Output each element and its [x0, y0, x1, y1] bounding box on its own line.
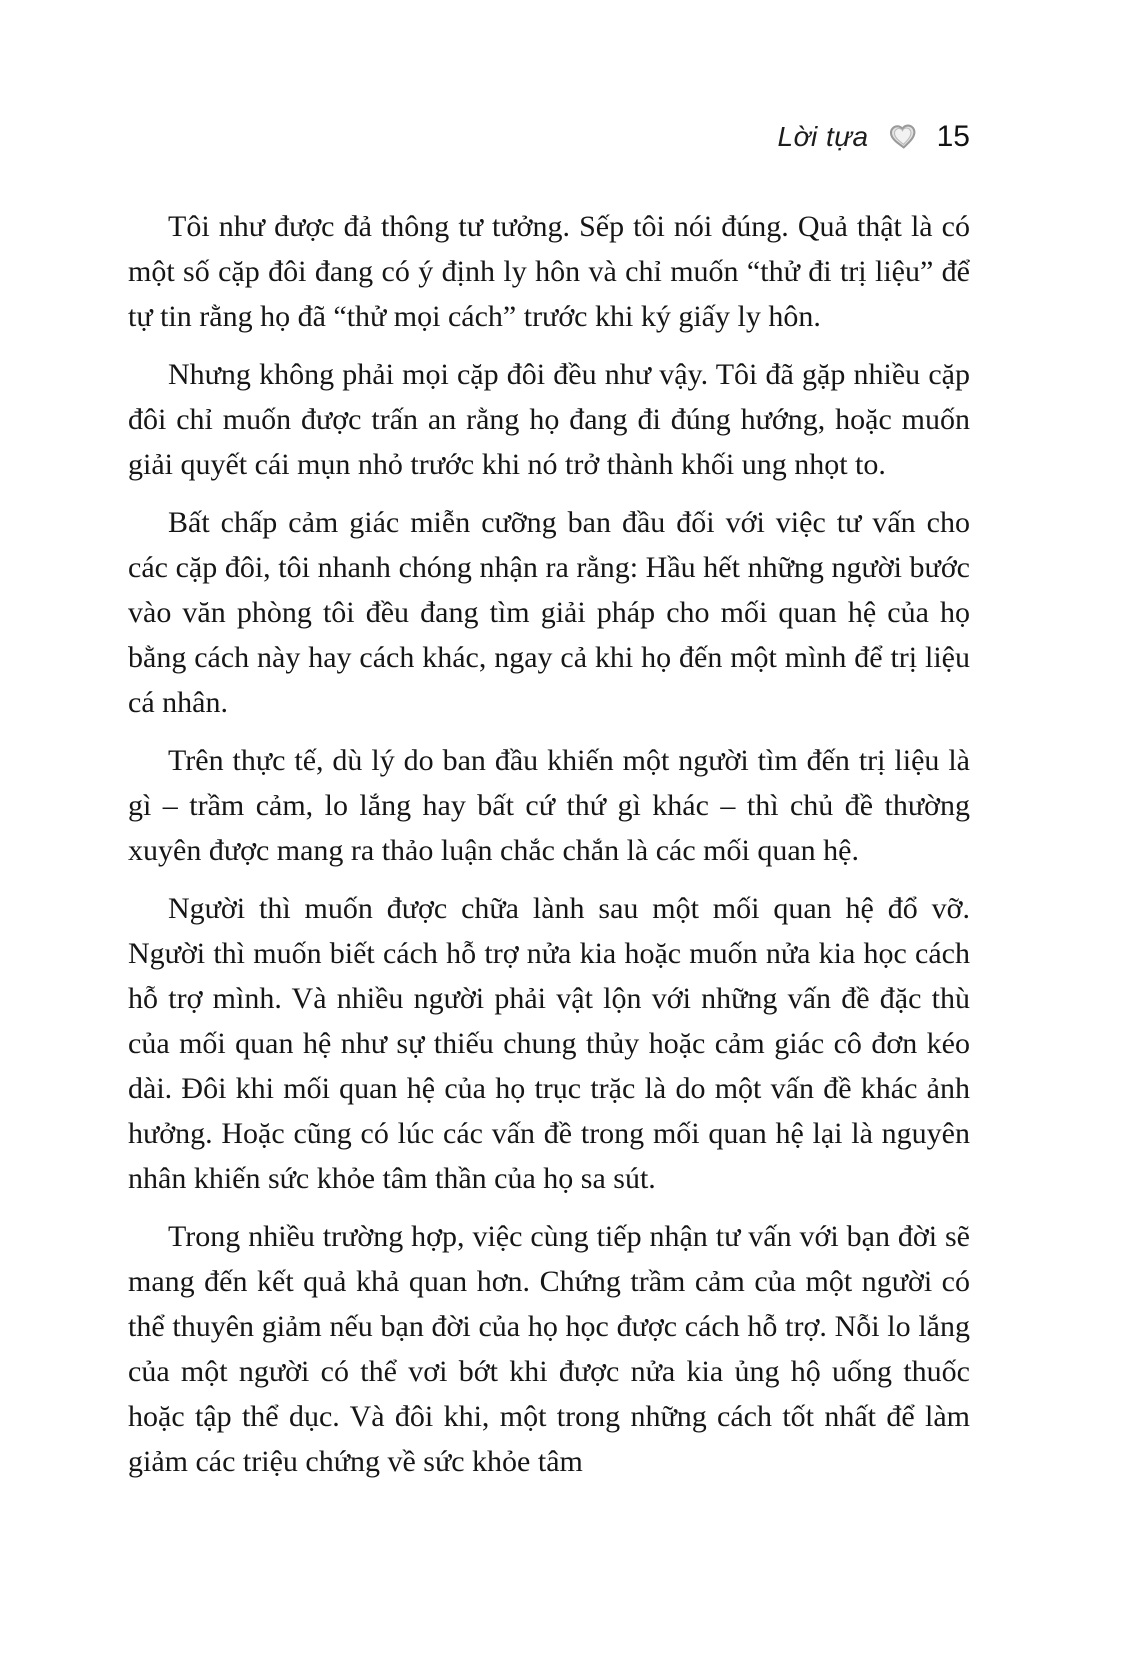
page-number: 15: [936, 120, 970, 153]
body-text: [128, 204, 970, 1497]
paragraph: Nhưng không phải mọi cặp đôi đều như vậy. Tôi đã gặp nhiều cặp đôi chỉ muốn được trấn an rằng họ đang đi đúng hướng, hoặc muốn giải quyết cái mụn nhỏ trước khi nó trở thành khối ung nhọt to.: [128, 358, 970, 481]
paragraph: Tôi như được đả thông tư tưởng. Sếp tôi nói đúng. Quả thật là có một số cặp đôi đang có ý định ly hôn và chỉ muốn “thử đi trị liệu” để tự tin rằng họ đã “thử mọi cách” trước khi ký giấy ly hôn.: [128, 210, 970, 333]
page-header: [778, 120, 970, 154]
section-title: Lời tựa: [777, 121, 869, 152]
paragraph: Bất chấp cảm giác miễn cưỡng ban đầu đối với việc tư vấn cho các cặp đôi, tôi nhanh chóng nhận ra rằng: Hầu hết những người bước vào văn phòng tôi đều đang tìm giải pháp cho mối quan hệ của họ bằng cách này hay cách khác, ngay cả khi họ đến một mình để trị liệu cá nhân.: [128, 506, 970, 719]
heart-icon: [888, 123, 918, 151]
paragraph: Trong nhiều trường hợp, việc cùng tiếp nhận tư vấn với bạn đời sẽ mang đến kết quả khả quan hơn. Chứng trầm cảm của một người có thể thuyên giảm nếu bạn đời của họ học được cách hỗ trợ. Nỗi lo lắng của một người có thể vơi bớt khi được nửa kia ủng hộ uống thuốc hoặc tập thể dục. Và đôi khi, một trong những cách tốt nhất để làm giảm các triệu chứng về sức khỏe tâm: [128, 1220, 970, 1478]
paragraph: Trên thực tế, dù lý do ban đầu khiến một người tìm đến trị liệu là gì – trầm cảm, lo lắng hay bất cứ thứ gì khác – thì chủ đề thường xuyên được mang ra thảo luận chắc chắn là các mối quan hệ.: [128, 744, 970, 867]
paragraph: Người thì muốn được chữa lành sau một mối quan hệ đổ vỡ. Người thì muốn biết cách hỗ trợ nửa kia hoặc muốn nửa kia học cách hỗ trợ mình. Và nhiều người phải vật lộn với những vấn đề đặc thù của mối quan hệ như sự thiếu chung thủy hoặc cảm giác cô đơn kéo dài. Đôi khi mối quan hệ của họ trục trặc là do một vấn đề khác ảnh hưởng. Hoặc cũng có lúc các vấn đề trong mối quan hệ lại là nguyên nhân khiến sức khỏe tâm thần của họ sa sút.: [128, 892, 970, 1195]
